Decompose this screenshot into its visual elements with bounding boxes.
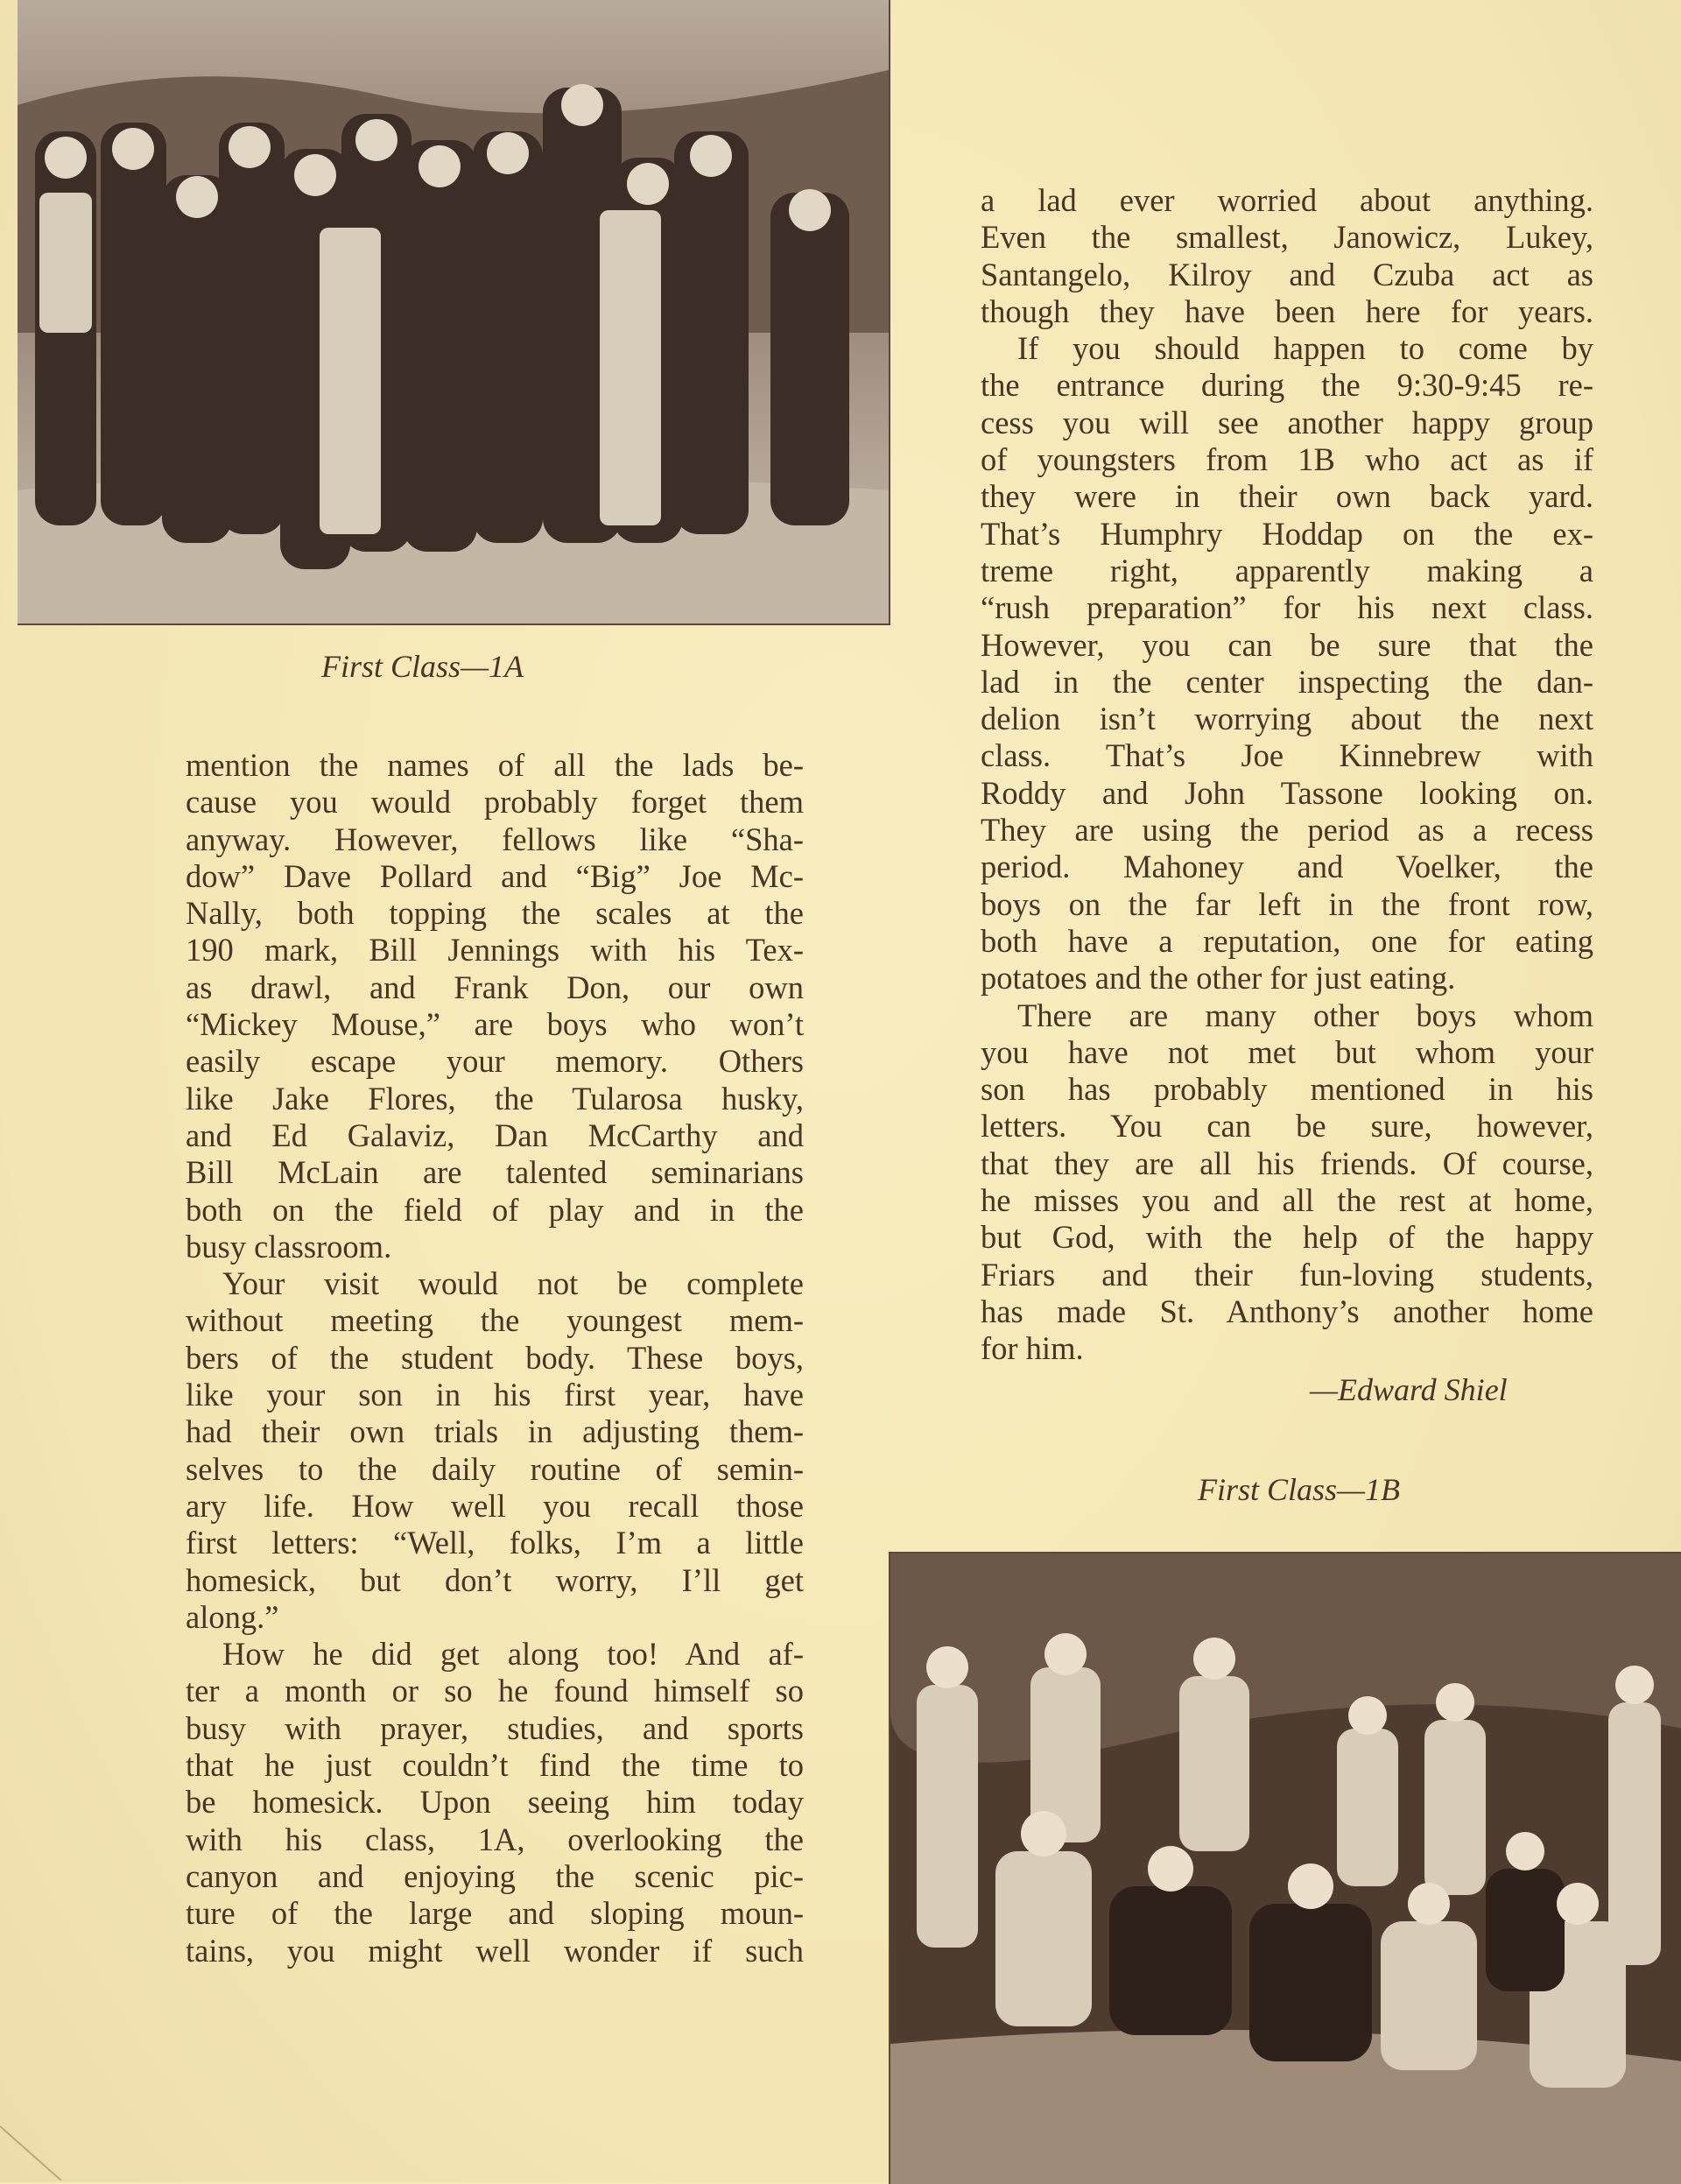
text-line: However, you can be sure that the — [981, 626, 1593, 663]
article-left-column — [186, 747, 804, 1969]
text-line: busy classroom. — [186, 1228, 392, 1265]
text-line: ter a month or so he found himself so — [186, 1673, 804, 1709]
text-line: had their own trials in adjusting them- — [186, 1413, 804, 1450]
text-line: cause you would probably forget them — [186, 784, 804, 821]
text-line: lad in the center inspecting the dan- — [981, 663, 1593, 700]
text-line: that he just couldn’t find the time to — [186, 1747, 804, 1784]
text-line: you have not met but whom your — [981, 1033, 1593, 1070]
text-line: he misses you and all the rest at home, — [981, 1182, 1593, 1219]
text-line: Bill McLain are talented seminarians — [186, 1154, 804, 1191]
text-line: that they are all his friends. Of course, — [981, 1145, 1593, 1181]
text-line: tains, you might well wonder if such — [186, 1932, 804, 1969]
text-line: as drawl, and Frank Don, our own — [186, 969, 804, 1005]
text-line: like Jake Flores, the Tularosa husky, — [186, 1080, 804, 1117]
text-line: period. Mahoney and Voelker, the — [981, 849, 1593, 885]
text-line: mention the names of all the lads be- — [186, 747, 804, 783]
text-line: bers of the student body. These boys, — [186, 1339, 804, 1376]
text-line: 190 mark, Bill Jennings with his Tex- — [186, 932, 804, 969]
text-line: without meeting the youngest mem- — [186, 1302, 804, 1339]
text-line: class. That’s Joe Kinnebrew with — [981, 737, 1593, 774]
text-line: They are using the period as a recess — [981, 812, 1593, 849]
text-line: for him. — [981, 1330, 1084, 1367]
text-line: That’s Humphry Hoddap on the ex- — [981, 515, 1593, 552]
text-line: cess you will see another happy group — [981, 404, 1593, 440]
text-line: Your visit would not be complete — [222, 1265, 804, 1302]
text-line: they were in their own back yard. — [981, 478, 1593, 515]
text-line: boys on the far left in the front row, — [981, 885, 1593, 922]
text-line: homesick, but don’t worry, I’ll get — [186, 1561, 804, 1598]
text-line: treme right, apparently making a — [981, 552, 1593, 588]
text-line: first letters: “Well, folks, I’m a little — [186, 1525, 804, 1561]
text-line: a lad ever worried about anything. — [981, 182, 1593, 218]
text-line: dow” Dave Pollard and “Big” Joe Mc- — [186, 857, 804, 894]
text-line: both have a reputation, one for eating — [981, 922, 1593, 959]
text-line: Santangelo, Kilroy and Czuba act as — [981, 256, 1593, 292]
page-fold-mark — [0, 2119, 70, 2180]
text-line: easily escape your memory. Others — [186, 1043, 804, 1080]
text-line: and Ed Galaviz, Dan McCarthy and — [186, 1117, 804, 1153]
text-line: “rush preparation” for his next class. — [981, 589, 1593, 626]
text-line: though they have been here for years. — [981, 292, 1593, 329]
text-line: both on the field of play and in the — [186, 1191, 804, 1228]
text-line: with his class, 1A, overlooking the — [186, 1821, 804, 1857]
class-1a-photo — [18, 0, 890, 625]
text-line: Friars and their fun-loving students, — [981, 1256, 1593, 1293]
text-line: Roddy and John Tassone looking on. — [981, 774, 1593, 811]
text-line: ture of the large and sloping moun- — [186, 1895, 804, 1932]
text-line: Even the smallest, Janowicz, Lukey, — [981, 219, 1593, 256]
class-1b-photo — [889, 1552, 1681, 2184]
text-line: ary life. How well you recall those — [186, 1487, 804, 1524]
author-signature: —Edward Shiel — [1310, 1372, 1508, 1407]
text-line: anyway. However, fellows like “Sha- — [186, 821, 804, 857]
text-line: the entrance during the 9:30-9:45 re- — [981, 367, 1593, 404]
text-line: potatoes and the other for just eating. — [981, 960, 1456, 997]
text-line: How he did get along too! And af- — [222, 1636, 804, 1673]
text-line: There are many other boys whom — [1017, 997, 1593, 1033]
text-line: canyon and enjoying the scenic pic- — [186, 1857, 804, 1894]
text-line: son has probably mentioned in his — [981, 1071, 1593, 1108]
text-line: letters. You can be sure, however, — [981, 1108, 1593, 1145]
text-line: Nally, both topping the scales at the — [186, 895, 804, 932]
photo-caption-1b: First Class—1B — [1198, 1472, 1401, 1507]
text-line: delion isn’t worrying about the next — [981, 701, 1593, 737]
text-line: be homesick. Upon seeing him today — [186, 1784, 804, 1821]
text-line: “Mickey Mouse,” are boys who won’t — [186, 1006, 804, 1043]
text-line: of youngsters from 1B who act as if — [981, 441, 1593, 478]
text-line: has made St. Anthony’s another home — [981, 1293, 1593, 1329]
text-line: like your son in his first year, have — [186, 1377, 804, 1413]
article-right-column — [981, 182, 1593, 1368]
text-line: selves to the daily routine of semin- — [186, 1450, 804, 1487]
text-line: If you should happen to come by — [1017, 330, 1593, 367]
text-line: along.” — [186, 1598, 279, 1635]
photo-caption-1a: First Class—1A — [321, 649, 524, 684]
text-line: busy with prayer, studies, and sports — [186, 1709, 804, 1746]
text-line: but God, with the help of the happy — [981, 1219, 1593, 1256]
